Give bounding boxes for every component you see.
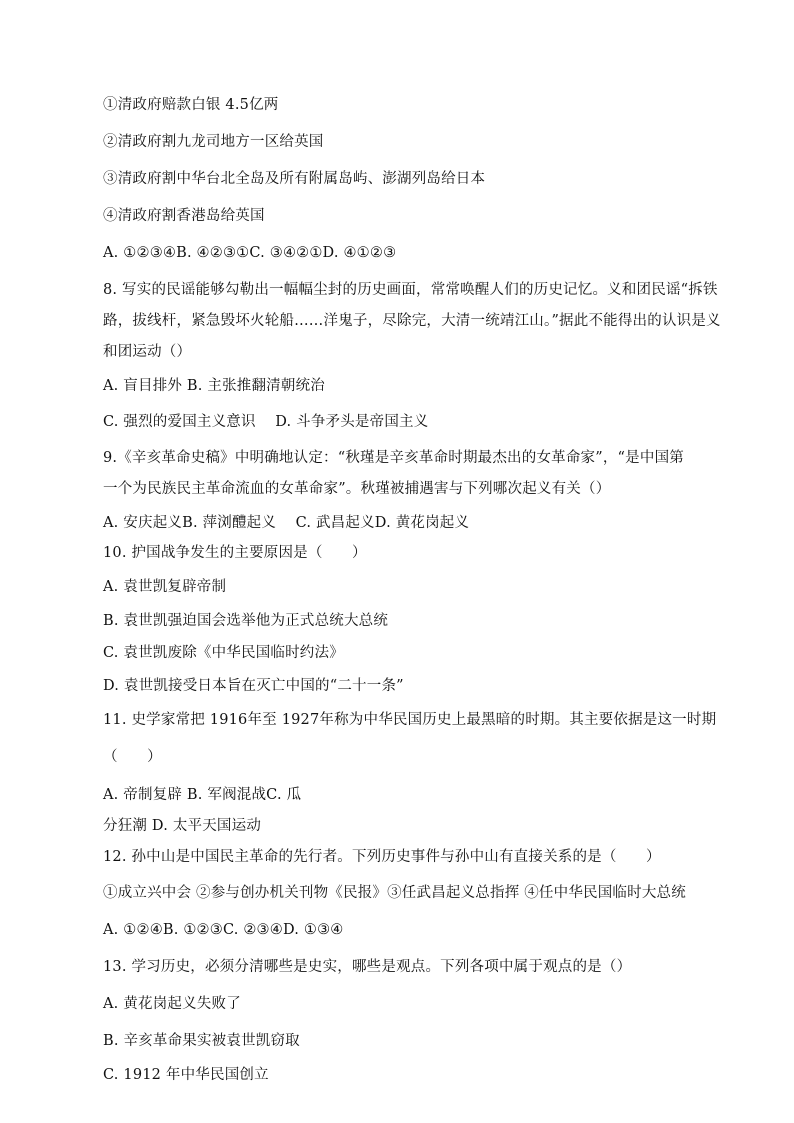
text-line: D. 袁世凯接受日本旨在灭亡中国的“二十一条” — [103, 678, 404, 694]
text-line: A. 袁世凯复辟帝制 — [103, 579, 227, 595]
text-line: C. 1912 年中华民国创立 — [103, 1067, 269, 1083]
text-line: 分狂潮 D. 太平天国运动 — [103, 818, 262, 834]
text-line: C. 袁世凯废除《中华民国临时约法》 — [103, 645, 344, 661]
question-8-line-1: 8. 写实的民谣能够勾勒出一幅幅尘封的历史画面，常常唤醒人们的历史记忆。义和团民谣“拆铁 — [103, 282, 718, 298]
text-line: A. 黄花岗起义失败了 — [103, 996, 241, 1012]
question-10: 10. 护国战争发生的主要原因是（ ） — [103, 545, 367, 561]
text-line: ②清政府割九龙司地方一区给英国 — [103, 134, 324, 150]
question-8-line-3: 和团运动（） — [103, 344, 192, 360]
text-line: B. 辛亥革命果实被袁世凯窃取 — [103, 1033, 300, 1049]
text-line: C. 强烈的爱国主义意识 D. 斗争矛头是帝国主义 — [103, 414, 429, 430]
text-line: A. ①②③④B. ④②③①C. ③④②①D. ④①②③ — [103, 245, 397, 261]
text-line: A. ①②④B. ①②③C. ②③④D. ①③④ — [103, 922, 344, 938]
text-line: ①成立兴中会 ②参与创办机关刊物《民报》③任武昌起义总指挥 ④任中华民国临时大总统 — [103, 885, 686, 901]
text-line: ①清政府赔款白银 4.5亿两 — [103, 97, 279, 113]
question-11-line-2: （ ） — [103, 749, 162, 765]
text-line: ④清政府割香港岛给英国 — [103, 208, 265, 224]
question-8-line-2: 路，拔线杆，紧急毁坏火轮船……洋鬼子，尽除完，大清一统靖江山。”据此不能得出的认识是义 — [103, 313, 721, 329]
text-line: ③清政府割中华台北全岛及所有附属岛屿、澎湖列岛给日本 — [103, 171, 486, 187]
question-11-line-1: 11. 史学家常把 1916年至 1927年称为中华民国历史上最黑暗的时期。其主要依据是这一时期 — [103, 712, 717, 728]
text-line: A. 帝制复辟 B. 军阀混战C. 瓜 — [103, 787, 302, 803]
text-line: A. 盲目排外 B. 主张推翻清朝统治 — [103, 378, 325, 394]
question-13: 13. 学习历史，必须分清哪些是史实，哪些是观点。下列各项中属于观点的是（） — [103, 959, 632, 975]
text-line: B. 袁世凯强迫国会选举他为正式总统大总统 — [103, 613, 389, 629]
question-9-line-1: 9.《辛亥革命史稿》中明确地认定：“秋瑾是辛亥革命时期最杰出的女革命家”，“是中国第 — [103, 450, 684, 466]
question-9-line-2: 一个为民族民主革命流血的女革命家”。秋瑾被捕遇害与下列哪次起义有关（） — [103, 481, 611, 497]
question-12: 12. 孙中山是中国民主革命的先行者。下列历史事件与孙中山有直接关系的是（ ） — [103, 849, 661, 865]
text-line: A. 安庆起义B. 萍浏醴起义 C. 武昌起义D. 黄花岗起义 — [103, 515, 470, 531]
